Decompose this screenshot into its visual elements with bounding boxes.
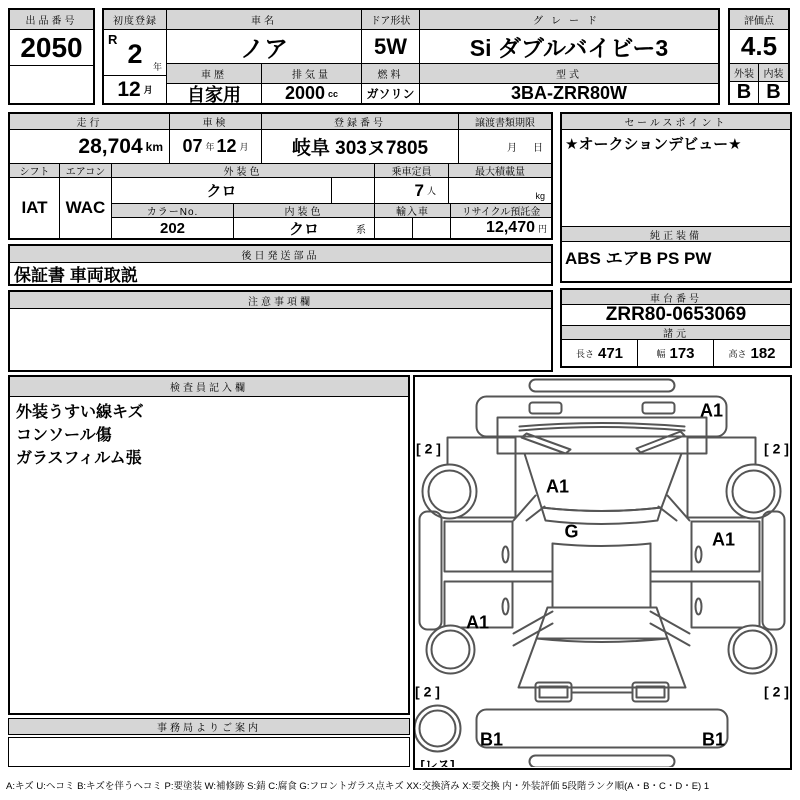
recycle-label: リサイクル預託金 [451,204,551,218]
a-pillar-left [527,507,545,521]
chassis-box [560,288,792,368]
door-handle [503,547,509,563]
mark-bumper-rear-right: B1 [701,729,726,750]
mark-door-right: A1 [711,529,736,550]
inspection-label: 車検 [170,114,262,130]
dims-length-value: 471 [597,344,624,362]
a-pillar-right [659,507,677,521]
ac-label: エアコン [60,164,112,178]
inspection-year: 07 [182,136,203,156]
detail-table [8,112,553,240]
first-reg-year-cell [104,30,167,76]
recycle-value: 12,470 [486,219,535,236]
displacement-unit: cc [328,88,339,99]
int-color-suffix: 系 [356,224,366,236]
history-label: 車歴 [167,64,262,84]
wiper-right [637,432,685,453]
cowl-line [520,423,685,427]
notes-value [10,309,551,370]
rear-window [537,608,668,643]
office-value [9,738,408,765]
shift-label: シフト [10,164,60,178]
mark-door-left-rear: A1 [465,612,490,633]
dims-height-value: 182 [750,344,776,362]
sales-box [560,112,792,283]
int-color-value: クロ [288,220,319,238]
exterior-grade-value: B [730,82,759,103]
front-vent-right [643,403,675,414]
c-pillar-left [514,612,553,634]
inspector-note-line: コンソール傷 [16,427,112,444]
rocker-panel-right [763,512,785,630]
dims-label: 諸元 [562,326,790,340]
dims-width-value: 173 [669,344,695,362]
ac-value: WAC [60,178,112,238]
door-handle [696,547,702,563]
inspection-month-unit: 月 [239,142,249,152]
recycle-cell [451,218,551,238]
front-roof-strip [530,380,675,392]
model-label: 型式 [420,64,718,84]
transfer-label: 譲渡書類期限 [459,114,551,130]
spare-tire-rim [420,711,456,747]
auction-number-label: 出品番号 [10,10,93,30]
mileage-label: 走行 [10,114,170,130]
ext-color-extra-cell [332,178,375,204]
office-label: 事務局よりご案内 [8,718,410,735]
capacity-value: 7 [414,180,424,200]
mark-tire-front-right: [ 2 ] [764,440,789,457]
mark-tire-front-left: [ 2 ] [416,440,441,457]
max-load-label: 最大積載量 [449,164,551,178]
grade-value: Si ダブルバイビー3 [420,30,718,64]
inspector-box [8,375,410,715]
equipment-label: 純正装備 [562,226,790,242]
mark-tire-rear-right: [ 2 ] [764,683,789,700]
car-name-value: ノア [167,30,362,64]
reg-no-label: 登録番号 [262,114,459,130]
parts-label: 後日発送部品 [10,246,551,263]
first-reg-year: 2 [127,39,143,69]
car-name-label: 車名 [167,10,362,30]
max-load-cell [449,178,551,204]
import-label: 輸入車 [375,204,451,218]
taillight-right [633,683,669,702]
notes-label: 注意事項欄 [10,292,551,309]
mark-windshield: A1 [545,476,570,497]
vehicle-diagram [415,377,789,767]
int-color-label: 内装色 [234,204,375,218]
first-reg-year-unit: 年 [152,62,162,72]
first-reg-month: 12 [117,77,141,101]
recycle-unit: 円 [537,223,547,234]
dims-width-label: 幅 [656,348,666,359]
first-reg-era: R [108,32,118,47]
car-outline [415,380,785,768]
shift-value: IAT [10,178,60,238]
mark-tire-rear-left: [ 2 ] [415,683,440,700]
mark-front: A1 [699,400,724,421]
notes-box [8,290,553,372]
sales-label: セールスポイント [562,114,790,130]
displacement-cell [262,84,362,103]
wheel-rear-left-rim [432,631,470,669]
inspection-year-unit: 年 [205,142,215,152]
inspection-cell [170,130,262,164]
inspector-note-line: 外装うすい線キズ [16,404,144,421]
fuel-label: 燃料 [362,64,420,84]
capacity-cell [375,178,449,204]
damage-marks [415,401,789,768]
wheel-rear-right-rim [734,631,772,669]
spare-tire [415,706,461,752]
damage-code-legend: A:キズ U:ヘコミ B:キズを伴うヘコミ P:要塗装 W:補修跡 S:錆 C:腐食 G:フロントガラス点キズ XX:交換済み X:要交換 内・外装評価 5段階ランク順(A・B・C・D・E) 1 [6,781,710,792]
grade-label: グレード [420,10,718,30]
wheel-front-left-rim [429,471,471,513]
capacity-unit: 人 [426,186,436,196]
chassis-label: 車台番号 [562,290,790,305]
cowl-band [542,508,662,525]
mark-glass: G [564,521,579,542]
door-handle [696,599,702,615]
office-content-box [8,737,410,767]
dims-height-label: 高さ [728,348,747,359]
import-cell-divider [412,218,413,238]
score-label: 評価点 [730,10,788,30]
taillight-left [536,683,572,702]
transfer-day-label: 日 [533,143,543,154]
roof-front-edge [553,544,651,547]
rear-bottom-strip [530,756,675,768]
inspector-notes [10,397,408,713]
displacement-label: 排気量 [262,64,362,84]
first-reg-month-unit: 月 [143,85,153,95]
mark-spare: [レス] [420,757,455,767]
max-load-unit: kg [535,191,545,201]
mileage-cell [10,130,170,164]
dims-height-cell [714,340,790,366]
front-vent-left [530,403,562,414]
inspector-label: 検査員記入欄 [10,377,408,397]
rocker-panel-left [420,512,442,630]
vehicle-header-table [102,8,720,105]
color-no-label: カラーNo. [112,204,234,218]
score-box [728,8,790,105]
door-value: 5W [362,30,420,64]
sales-value: ★オークションデビュー★ [565,136,742,153]
diagram-box [413,375,792,770]
fuel-value: ガソリン [362,84,420,103]
ext-color-value: クロ [112,178,332,204]
rear-bumper [477,710,728,748]
transfer-cell [459,130,551,164]
inspector-note-line: ガラスフィルム張 [16,450,142,467]
parts-box [8,244,553,286]
exterior-grade-label: 外装 [730,64,759,82]
parts-value: 保証書 車両取説 [14,266,138,285]
score-value: 4.5 [730,30,788,64]
ext-color-label: 外装色 [112,164,375,178]
reg-no-value: 岐阜 303ヌ7805 [262,130,459,164]
int-color-cell [234,218,375,238]
interior-grade-value: B [766,81,781,103]
chassis-value: ZRR80-0653069 [562,305,790,326]
mileage-unit: km [145,139,163,154]
door-front-left [445,522,513,572]
capacity-label: 乗車定員 [375,164,449,178]
inspection-month: 12 [216,136,237,156]
c-pillar-left [514,624,553,646]
mileage-value: 28,704 [78,134,143,158]
import-cell [375,218,451,238]
mark-bumper-rear-left: B1 [479,729,504,750]
wheel-front-right-rim [733,471,775,513]
model-value: 3BA-ZRR80W [510,83,627,103]
auction-number-value: 2050 [10,30,93,66]
cowl-line [520,427,685,431]
first-reg-month-cell [104,76,167,103]
color-no-value: 202 [112,218,234,238]
dims-length-label: 長さ [575,348,594,359]
dims-width-cell [638,340,714,366]
transfer-month-label: 月 [507,143,517,154]
c-pillar-right [651,612,690,634]
history-value: 自家用 [167,84,262,103]
c-pillar-right [651,624,690,646]
displacement-value: 2000 [284,83,326,103]
equipment-value: ABS エアB PS PW [565,249,712,268]
dims-length-cell [562,340,638,366]
first-reg-label: 初度登録 [104,10,167,30]
door-label: ドア形状 [362,10,420,30]
interior-grade-label: 内装 [759,64,788,82]
tailgate [519,639,686,688]
auction-number-box [8,8,95,105]
door-handle [503,599,509,615]
